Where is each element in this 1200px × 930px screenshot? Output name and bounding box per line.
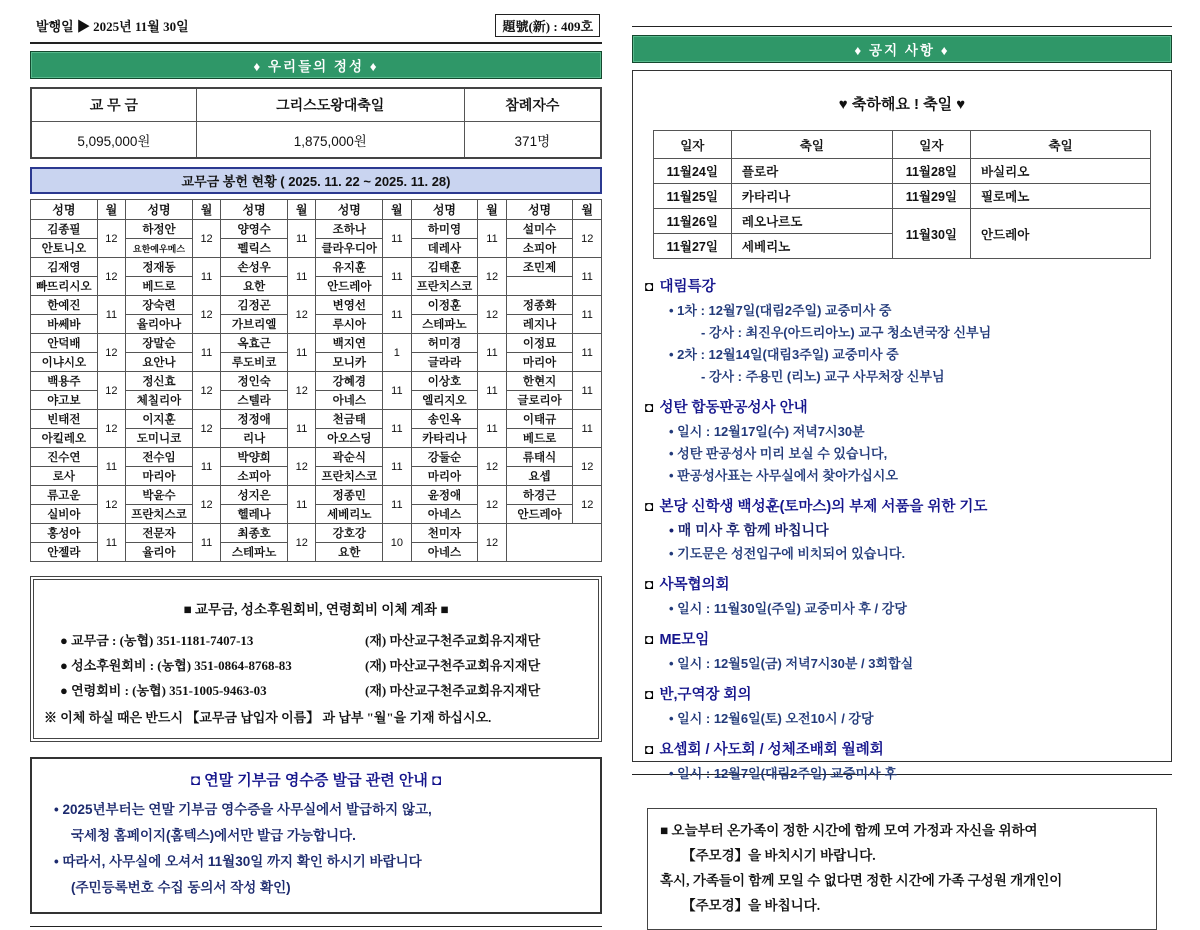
donor-baptismal-name: 이냐시오 — [31, 353, 98, 372]
donation-col-month: 월 — [288, 200, 316, 220]
donation-month: 11 — [573, 410, 602, 448]
donation-col-name: 성명 — [221, 200, 288, 220]
announcement-title-text: 반,구역장 회의 — [659, 687, 752, 703]
donation-month: 11 — [383, 486, 411, 524]
donation-month: 12 — [288, 524, 316, 562]
donation-month: 11 — [288, 220, 316, 258]
donor-baptismal-name: 아오스딩 — [316, 429, 383, 448]
donation-month: 11 — [383, 448, 411, 486]
donor-name: 이상호 — [411, 372, 478, 391]
donor-baptismal-name: 빠뜨리시오 — [31, 277, 98, 296]
announcement-line: - 강사 : 주용민 (리노) 교구 사무처장 신부님 — [701, 369, 945, 384]
transfer-account-title: ■ 교무금, 성소후원회비, 연령회비 이체 계좌 ■ — [183, 602, 449, 617]
account-number: ● 교무금 : (농협) 351-1181-7407-13 — [60, 633, 254, 648]
donor-name: 하미영 — [411, 220, 478, 239]
donor-name: 박양희 — [221, 448, 288, 467]
donation-month: 11 — [573, 372, 602, 410]
offering-header-row — [31, 88, 601, 122]
donation-month: 12 — [478, 296, 506, 334]
donation-month: 11 — [478, 334, 506, 372]
feast-row — [653, 209, 1151, 234]
feast-date: 11월24일 — [653, 159, 731, 184]
donation-month: 12 — [192, 296, 220, 334]
donation-col-name: 성명 — [31, 200, 98, 220]
donor-baptismal-name: 루도비코 — [221, 353, 288, 372]
donor-name: 이태규 — [506, 410, 573, 429]
donor-baptismal-name: 아네스 — [316, 391, 383, 410]
announcement-title-text: ME모임 — [659, 632, 710, 648]
family-prayer-box — [647, 808, 1157, 930]
announcement-title — [645, 495, 1159, 516]
donor-name: 양영수 — [221, 220, 288, 239]
donor-name: 설미수 — [506, 220, 573, 239]
receipt-notice-title: ◘ 연말 기부금 영수증 발급 관련 안내 ◘ — [190, 772, 442, 789]
donation-month: 11 — [383, 220, 411, 258]
donation-month: 11 — [288, 410, 316, 448]
donation-month: 11 — [478, 372, 506, 410]
family-prayer-line: 【주모경】을 바치시기 바랍니다. — [682, 847, 876, 863]
feast-row — [653, 184, 1151, 209]
bulletin-left-page — [30, 12, 602, 927]
donor-baptismal-name: 프란치스코 — [411, 277, 478, 296]
donation-month: 12 — [478, 448, 506, 486]
donor-baptismal-name: 스텔라 — [221, 391, 288, 410]
donation-table — [30, 199, 602, 562]
donation-col-month: 월 — [97, 200, 125, 220]
donor-baptismal-name: 안젤라 — [31, 543, 98, 562]
receipt-notice-line: • 따라서, 사무실에 오셔서 11월30일 까지 확인 하시기 바랍니다 — [54, 854, 422, 869]
announcement-line: • 성탄 판공성사 미리 보실 수 있습니다, — [669, 446, 888, 461]
announcement-line: • 2차 : 12월14일(대림3주일) 교중미사 중 — [669, 347, 899, 362]
donation-col-name: 성명 — [411, 200, 478, 220]
feast-col-name: 축일 — [970, 131, 1150, 159]
donor-name: 한현지 — [506, 372, 573, 391]
account-foundation: (재) 마산교구천주교회유지재단 — [365, 658, 541, 673]
donor-baptismal-name: 안토니오 — [31, 239, 98, 258]
donor-baptismal-name: 클라우디아 — [316, 239, 383, 258]
announcement-title — [645, 628, 1159, 649]
donor-baptismal-name: 소피아 — [221, 467, 288, 486]
square-bullet-icon: ◘ — [645, 278, 654, 294]
donor-name: 전문자 — [126, 524, 193, 543]
feast-col-name: 축일 — [731, 131, 892, 159]
donation-month: 12 — [97, 410, 125, 448]
donation-month: 12 — [192, 486, 220, 524]
announcement-line: • 일시 : 12월5일(금) 저녁7시30분 / 3회합실 — [669, 656, 914, 671]
donation-status-title: 교무금 봉헌 현황 ( 2025. 11. 22 ~ 2025. 11. 28) — [30, 167, 602, 194]
feast-row — [653, 159, 1151, 184]
publication-header — [30, 12, 602, 44]
donation-month: 12 — [478, 486, 506, 524]
donor-name: 최종호 — [221, 524, 288, 543]
donation-row — [31, 296, 602, 315]
donation-month: 11 — [192, 524, 220, 562]
announcement-title — [645, 275, 1159, 296]
donor-name: 조민제 — [506, 258, 573, 277]
donor-name: 성지은 — [221, 486, 288, 505]
donation-month: 11 — [573, 334, 602, 372]
donor-name: 전수임 — [126, 448, 193, 467]
donor-baptismal-name: 율리아 — [126, 543, 193, 562]
donor-name: 강혜경 — [316, 372, 383, 391]
donor-name: 옥효근 — [221, 334, 288, 353]
feast-date: 11월28일 — [892, 159, 970, 184]
donor-name: 하경근 — [506, 486, 573, 505]
announcement-line: • 1차 : 12월7일(대림2주일) 교중미사 중 — [669, 303, 892, 318]
donation-month: 11 — [573, 296, 602, 334]
donation-month: 12 — [97, 220, 125, 258]
offering-col-gyomugeum: 교 무 금 — [31, 88, 196, 122]
donor-name: 손성우 — [221, 258, 288, 277]
donor-baptismal-name: 글라라 — [411, 353, 478, 372]
donation-header-row — [31, 200, 602, 220]
donation-month: 1 — [383, 334, 411, 372]
donation-row — [31, 220, 602, 239]
donor-baptismal-name: 마리아 — [506, 353, 573, 372]
announcement-list — [645, 275, 1159, 782]
donation-month: 11 — [97, 448, 125, 486]
announcement-title — [645, 683, 1159, 704]
donor-baptismal-name: 리나 — [221, 429, 288, 448]
offering-col-attendance: 참례자수 — [464, 88, 601, 122]
donor-baptismal-name: 안드레아 — [506, 505, 573, 524]
donor-baptismal-name: 엘리지오 — [411, 391, 478, 410]
feast-date: 11월27일 — [653, 234, 731, 259]
account-foundation: (재) 마산교구천주교회유지재단 — [365, 633, 541, 648]
announcement-line: - 강사 : 최진우(아드리아노) 교구 청소년국장 신부님 — [701, 325, 992, 340]
donor-name: 강호강 — [316, 524, 383, 543]
notices-box — [632, 70, 1172, 913]
donor-baptismal-name: 요안나 — [126, 353, 193, 372]
donor-name: 빈태전 — [31, 410, 98, 429]
donor-baptismal-name: 세베리노 — [316, 505, 383, 524]
donation-month: 11 — [383, 296, 411, 334]
square-bullet-icon: ◘ — [645, 631, 654, 647]
receipt-notice-line: • 2025년부터는 연말 기부금 영수증을 사무실에서 발급하지 않고, — [54, 802, 432, 817]
donor-baptismal-name: 요한 — [221, 277, 288, 296]
donor-baptismal-name: 안드레아 — [316, 277, 383, 296]
donor-baptismal-name: 가브리엘 — [221, 315, 288, 334]
donation-month: 12 — [192, 372, 220, 410]
family-prayer-line: 혹시, 가족들이 함께 모일 수 없다면 정한 시간에 가족 구성원 개개인이 — [660, 872, 1063, 888]
banner-our-devotion: ♦ 우리들의 정성 ♦ — [30, 51, 602, 79]
donor-name: 정종민 — [316, 486, 383, 505]
donation-month: 11 — [192, 334, 220, 372]
transfer-note: ※ 이체 하실 때은 반드시 【교무금 납입자 이름】 과 납부 "월"을 기재 하십시오. — [44, 710, 492, 725]
donor-name: 김재영 — [31, 258, 98, 277]
donor-baptismal-name: 스테파노 — [221, 543, 288, 562]
donation-month: 11 — [573, 258, 602, 296]
donor-baptismal-name: 마리아 — [126, 467, 193, 486]
donation-row — [31, 524, 602, 543]
donation-row — [31, 448, 602, 467]
donor-baptismal-name: 도미니코 — [126, 429, 193, 448]
donor-baptismal-name: 아네스 — [411, 543, 478, 562]
donation-month: 12 — [573, 486, 602, 524]
family-prayer-line: 【주모경】을 바칩니다. — [682, 897, 821, 913]
announcement-line: • 일시 : 12월6일(토) 오전10시 / 강당 — [669, 711, 874, 726]
donor-name: 허미경 — [411, 334, 478, 353]
donor-baptismal-name: 펠릭스 — [221, 239, 288, 258]
feast-name: 안드레아 — [970, 209, 1150, 259]
donation-month: 12 — [288, 372, 316, 410]
announcement-title — [645, 396, 1159, 417]
donor-baptismal-name: 헬레나 — [221, 505, 288, 524]
donation-col-month: 월 — [192, 200, 220, 220]
donation-month: 11 — [478, 410, 506, 448]
donor-name: 장말순 — [126, 334, 193, 353]
donation-row — [31, 410, 602, 429]
donor-name: 박윤수 — [126, 486, 193, 505]
donor-name: 정정애 — [221, 410, 288, 429]
donor-baptismal-name: 아킬레오 — [31, 429, 98, 448]
donor-name: 안덕배 — [31, 334, 98, 353]
family-prayer-line: ■ 오늘부터 온가족이 정한 시간에 함께 모여 가정과 자신을 위하여 — [660, 823, 1038, 838]
feast-date: 11월30일 — [892, 209, 970, 259]
square-bullet-icon: ◘ — [645, 686, 654, 702]
donation-month: 11 — [192, 258, 220, 296]
donation-month: 12 — [97, 486, 125, 524]
donation-col-month: 월 — [383, 200, 411, 220]
donation-month: 12 — [192, 220, 220, 258]
donor-name: 정종화 — [506, 296, 573, 315]
feast-col-date: 일자 — [892, 131, 970, 159]
donor-name: 송인옥 — [411, 410, 478, 429]
donation-month: 11 — [383, 258, 411, 296]
donor-name: 백지연 — [316, 334, 383, 353]
donor-name: 하정안 — [126, 220, 193, 239]
receipt-notice-line: (주민등록번호 수집 동의서 작성 확인) — [71, 880, 291, 895]
donation-month: 11 — [288, 486, 316, 524]
donation-month: 12 — [478, 524, 506, 562]
bulletin-right-page — [632, 12, 1172, 913]
donor-baptismal-name: 루시아 — [316, 315, 383, 334]
donor-baptismal-name: 스테파노 — [411, 315, 478, 334]
donor-name: 류태식 — [506, 448, 573, 467]
donor-name: 유지훈 — [316, 258, 383, 277]
donor-name: 이정묘 — [506, 334, 573, 353]
donation-empty-cell — [506, 524, 601, 562]
donation-month: 12 — [573, 448, 602, 486]
donor-name: 이정훈 — [411, 296, 478, 315]
offering-value-row — [31, 122, 601, 159]
receipt-notice-line: 국세청 홈페이지(홈텍스)에서만 발급 가능합니다. — [71, 828, 356, 843]
offering-col-feast: 그리스도왕대축일 — [196, 88, 464, 122]
feast-name: 바실리오 — [970, 159, 1150, 184]
announcement-title-text: 대림특강 — [659, 279, 716, 295]
announcement-title-text: 성탄 합동판공성사 안내 — [659, 400, 808, 416]
donation-col-name: 성명 — [316, 200, 383, 220]
donor-baptismal-name: 데레사 — [411, 239, 478, 258]
donation-month: 11 — [97, 296, 125, 334]
donor-name: 류고운 — [31, 486, 98, 505]
donation-month: 11 — [288, 334, 316, 372]
donor-name: 정재동 — [126, 258, 193, 277]
donor-baptismal-name: 로사 — [31, 467, 98, 486]
donor-baptismal-name: 베드로 — [506, 429, 573, 448]
left-page-bottom-rule — [30, 926, 602, 927]
feast-header-row — [653, 131, 1151, 159]
donor-name: 김종필 — [31, 220, 98, 239]
donor-baptismal-name: 바쎄바 — [31, 315, 98, 334]
donor-name: 장숙련 — [126, 296, 193, 315]
donation-col-name: 성명 — [506, 200, 573, 220]
donation-month: 12 — [478, 258, 506, 296]
donor-name: 정인숙 — [221, 372, 288, 391]
donor-name: 이지훈 — [126, 410, 193, 429]
donation-month: 11 — [97, 524, 125, 562]
donation-row — [31, 486, 602, 505]
right-page-top-rule — [632, 26, 1172, 27]
square-bullet-icon: ◘ — [645, 741, 654, 757]
banner-notices: ♦ 공지 사항 ♦ — [632, 35, 1172, 63]
donor-name: 천미자 — [411, 524, 478, 543]
donation-col-name: 성명 — [126, 200, 193, 220]
donation-row — [31, 334, 602, 353]
announcement-title-text: 본당 신학생 백성훈(토마스)의 부제 서품을 위한 기도 — [659, 499, 988, 515]
donor-baptismal-name: 체칠리아 — [126, 391, 193, 410]
donation-month: 12 — [288, 448, 316, 486]
donor-name: 한예진 — [31, 296, 98, 315]
donation-month: 10 — [383, 524, 411, 562]
donor-name: 김태훈 — [411, 258, 478, 277]
offering-value-feast: 1,875,000원 — [196, 122, 464, 159]
donation-month: 11 — [383, 410, 411, 448]
issue-number-box: 題號(新) : 409호 — [495, 14, 600, 37]
square-bullet-icon: ◘ — [645, 399, 654, 415]
donation-col-month: 월 — [573, 200, 602, 220]
donation-month: 12 — [288, 296, 316, 334]
donor-baptismal-name: 프란치스코 — [316, 467, 383, 486]
donor-baptismal-name: 소피아 — [506, 239, 573, 258]
announcement-line: • 일시 : 12월7일(대림2주일) 교중미사 후 — [669, 766, 897, 781]
publication-date: 발행일 ▶ 2025년 11월 30일 — [36, 19, 189, 34]
donation-row — [31, 372, 602, 391]
donation-month: 12 — [192, 410, 220, 448]
announcement-title-text: 요셉회 / 사도회 / 성체조배회 월례회 — [659, 742, 884, 758]
offering-value-gyomugeum: 5,095,000원 — [31, 122, 196, 159]
offering-summary-table — [30, 87, 602, 159]
donor-name: 변영선 — [316, 296, 383, 315]
donation-month: 12 — [573, 220, 602, 258]
announcement-title-text: 사목협의회 — [659, 577, 730, 593]
donor-baptismal-name — [506, 277, 573, 296]
donor-name: 곽순식 — [316, 448, 383, 467]
donor-baptismal-name: 레지나 — [506, 315, 573, 334]
feast-date: 11월26일 — [653, 209, 731, 234]
announcement-line: • 기도문은 성전입구에 비치되어 있습니다. — [669, 546, 906, 561]
donor-baptismal-name: 글로리아 — [506, 391, 573, 410]
donor-baptismal-name: 실비아 — [31, 505, 98, 524]
receipt-notice-box — [30, 757, 602, 914]
announcement-title — [645, 738, 1159, 759]
feast-day-title: ♥ 축하해요 ! 축일 ♥ — [838, 96, 966, 113]
donor-baptismal-name: 아네스 — [411, 505, 478, 524]
donor-baptismal-name: 베드로 — [126, 277, 193, 296]
feast-name: 카타리나 — [731, 184, 892, 209]
donation-col-month: 월 — [478, 200, 506, 220]
feast-name: 필로메노 — [970, 184, 1150, 209]
donor-baptismal-name: 요셉 — [506, 467, 573, 486]
announcement-line: • 일시 : 12월17일(수) 저녁7시30분 — [669, 424, 865, 439]
feast-day-table — [653, 130, 1152, 259]
feast-col-date: 일자 — [653, 131, 731, 159]
donor-name: 백용주 — [31, 372, 98, 391]
feast-name: 레오나르도 — [731, 209, 892, 234]
donor-baptismal-name: 야고보 — [31, 391, 98, 410]
account-line — [60, 655, 590, 674]
donor-name: 김정곤 — [221, 296, 288, 315]
donation-month: 11 — [192, 448, 220, 486]
donation-row — [31, 258, 602, 277]
offering-value-attendance: 371명 — [464, 122, 601, 159]
account-line — [60, 680, 590, 699]
feast-name: 세베리노 — [731, 234, 892, 259]
announcement-line: • 매 미사 후 함께 바칩니다 — [669, 522, 829, 538]
donor-name: 홍성아 — [31, 524, 98, 543]
square-bullet-icon: ◘ — [645, 576, 654, 592]
announcement-line: • 판공성사표는 사무실에서 찾아가십시오 — [669, 468, 898, 483]
donation-month: 11 — [288, 258, 316, 296]
donor-name: 정신효 — [126, 372, 193, 391]
donor-baptismal-name: 요한예우메스 — [126, 239, 193, 258]
donor-name: 윤정애 — [411, 486, 478, 505]
donor-baptismal-name: 마리아 — [411, 467, 478, 486]
account-line — [60, 630, 590, 649]
donation-month: 12 — [97, 258, 125, 296]
feast-name: 플로라 — [731, 159, 892, 184]
donation-month: 11 — [478, 220, 506, 258]
donor-name: 진수연 — [31, 448, 98, 467]
donor-baptismal-name: 카타리나 — [411, 429, 478, 448]
account-foundation: (재) 마산교구천주교회유지재단 — [365, 683, 541, 698]
transfer-account-box — [30, 576, 602, 742]
account-number: ● 성소후원회비 : (농협) 351-0864-8768-83 — [60, 658, 292, 673]
donation-month: 12 — [97, 334, 125, 372]
donor-name: 천금태 — [316, 410, 383, 429]
feast-date: 11월29일 — [892, 184, 970, 209]
announcement-line: • 일시 : 11월30일(주일) 교중미사 후 / 강당 — [669, 601, 907, 616]
donor-name: 강둘순 — [411, 448, 478, 467]
square-bullet-icon: ◘ — [645, 498, 654, 514]
donation-month: 11 — [383, 372, 411, 410]
donor-baptismal-name: 프란치스코 — [126, 505, 193, 524]
donor-baptismal-name: 모니카 — [316, 353, 383, 372]
donor-baptismal-name: 율리아나 — [126, 315, 193, 334]
announcement-title — [645, 573, 1159, 594]
account-number: ● 연령회비 : (농협) 351-1005-9463-03 — [60, 683, 267, 698]
donor-baptismal-name: 요한 — [316, 543, 383, 562]
donor-name: 조하나 — [316, 220, 383, 239]
feast-date: 11월25일 — [653, 184, 731, 209]
donation-month: 12 — [97, 372, 125, 410]
